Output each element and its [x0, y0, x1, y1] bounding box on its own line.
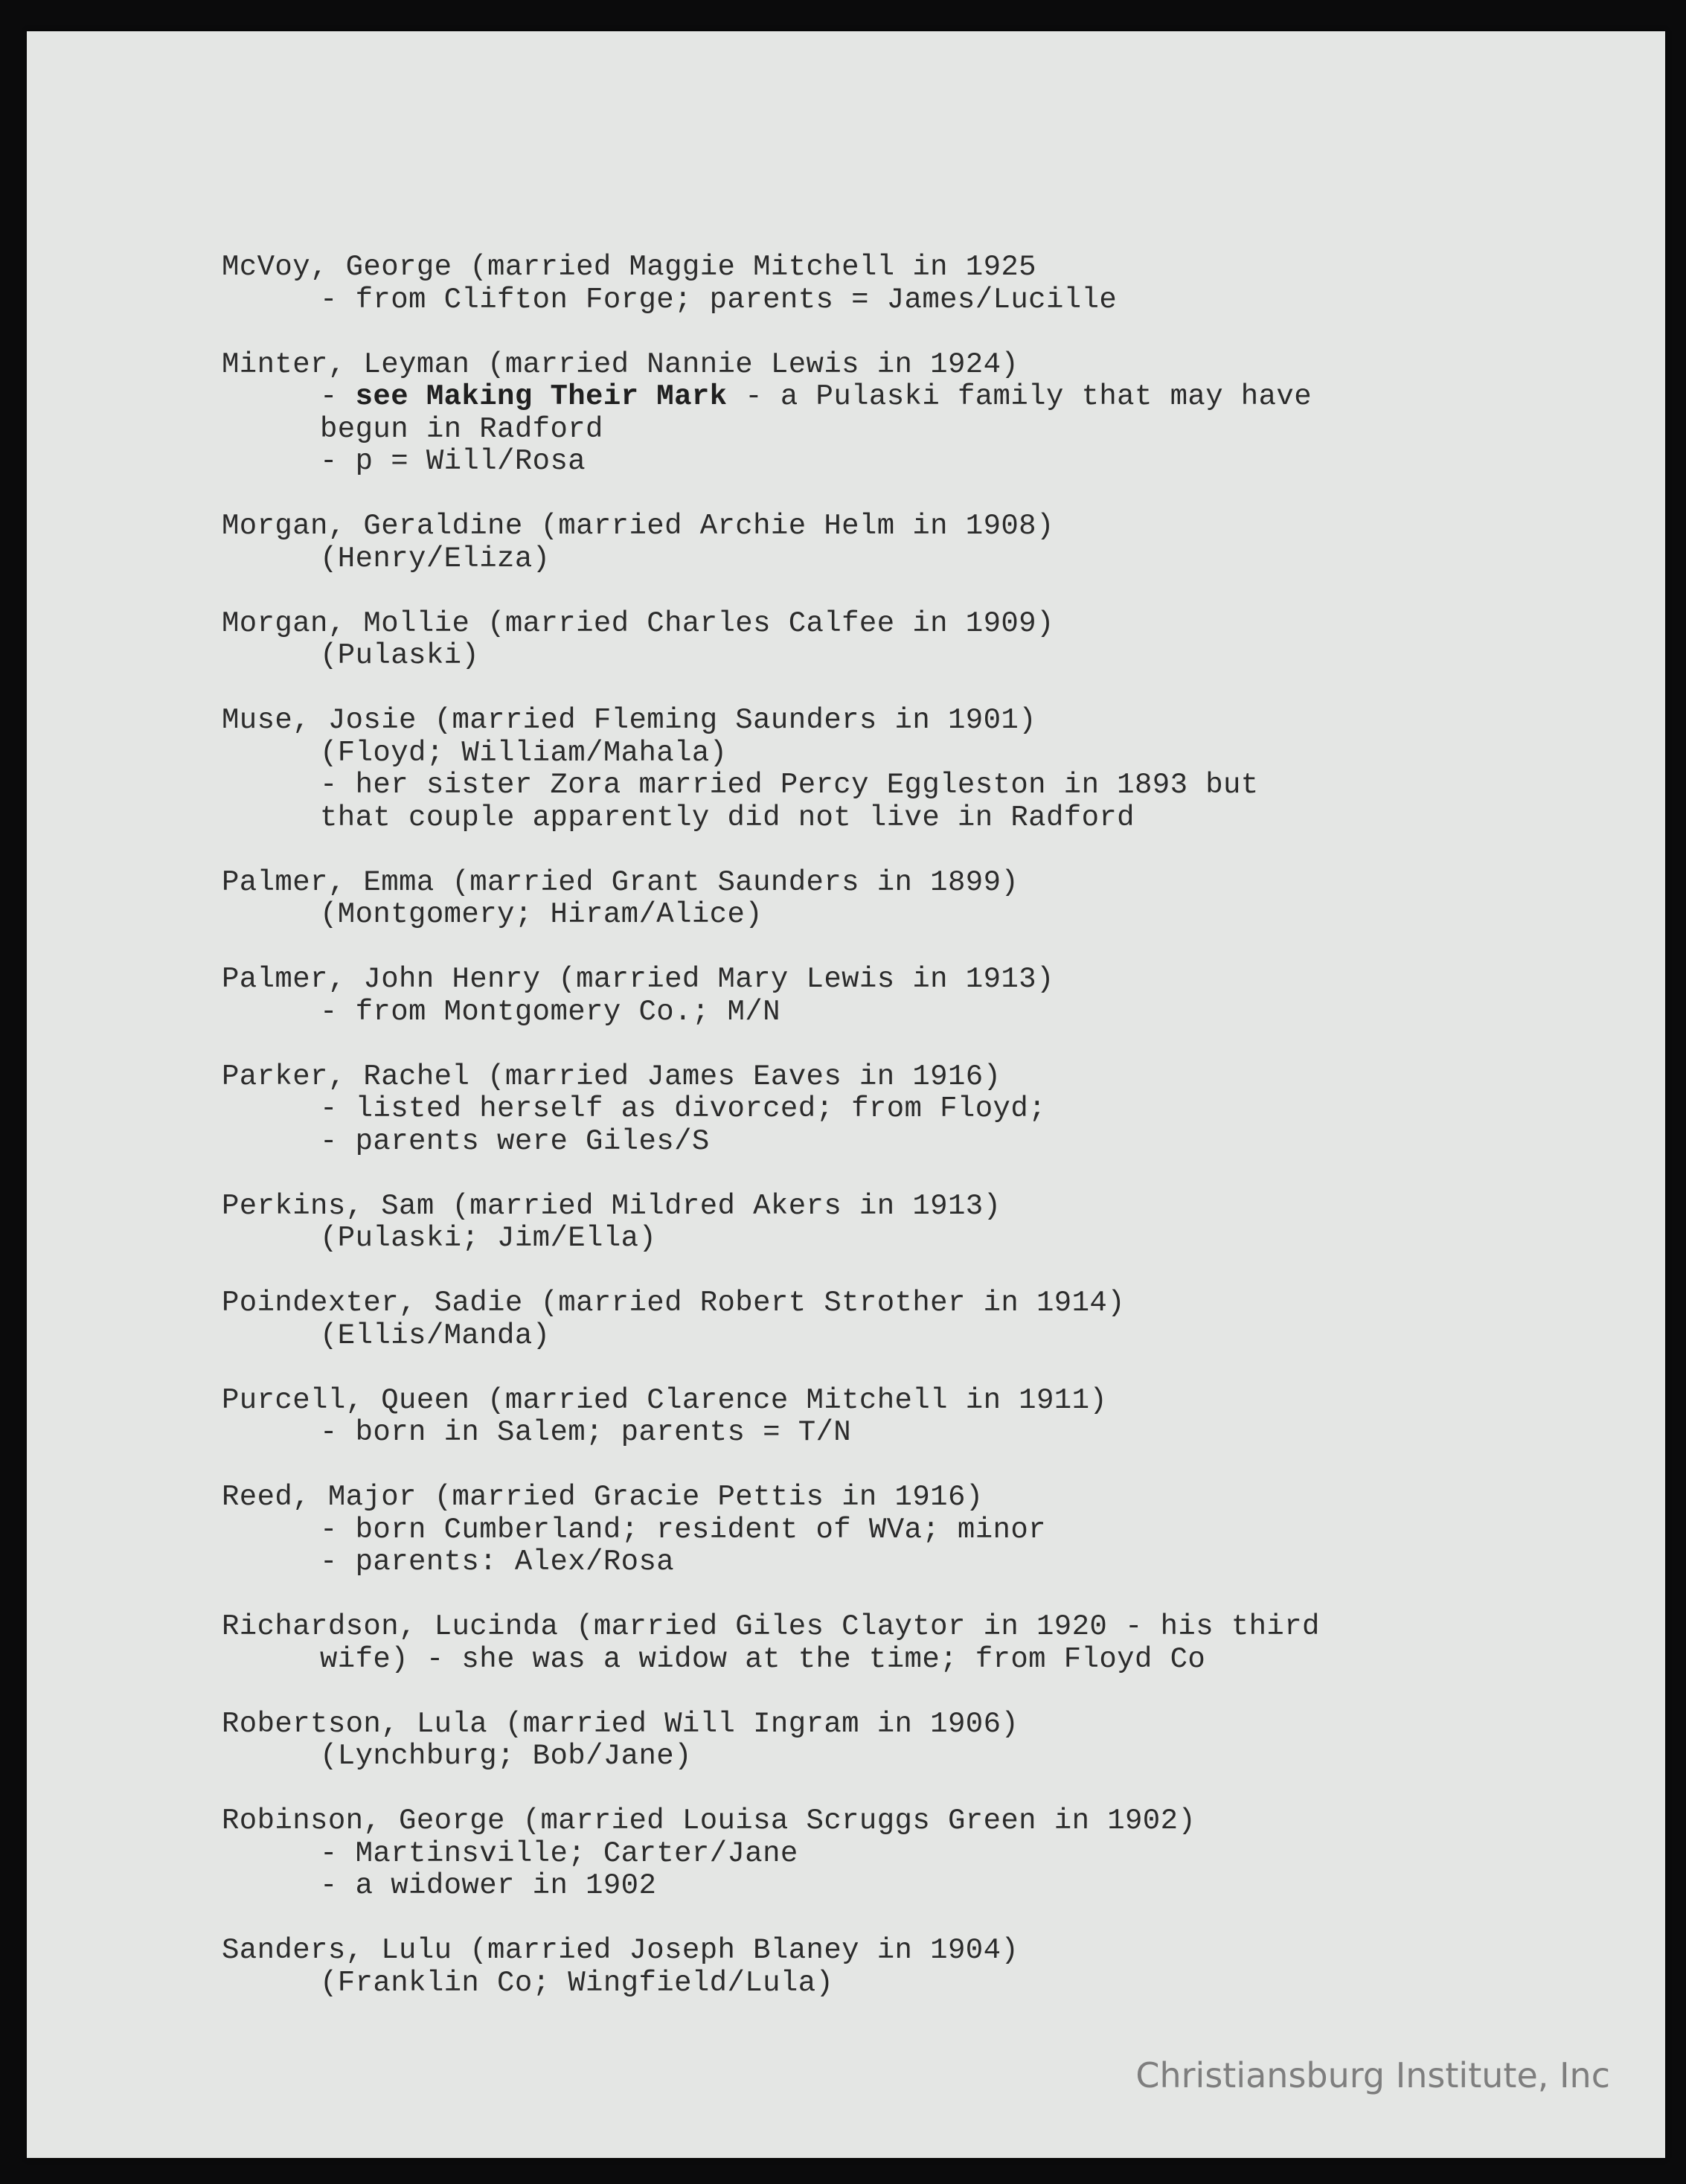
entry-robinson-george — [222, 1805, 1635, 1903]
entry-detail: - her sister Zora married Percy Eggleston in 1893 but — [320, 769, 1259, 801]
entry-heading: Perkins, Sam (married Mildred Akers in 1913) — [222, 1189, 1001, 1223]
entry-mcvoy-george — [222, 252, 1635, 316]
entry-detail: (Lynchburg; Bob/Jane) — [320, 1740, 692, 1773]
entry-detail: - born in Salem; parents = T/N — [320, 1416, 852, 1449]
entry-detail: - from Clifton Forge; parents = James/Lucille — [320, 283, 1118, 316]
entry-detail: wife) - she was a widow at the time; from Floyd Co — [320, 1642, 1206, 1676]
entry-detail: begun in Radford — [320, 412, 603, 446]
entry-detail: that couple apparently did not live in Radford — [320, 801, 1135, 834]
entry-heading: Palmer, Emma (married Grant Saunders in 1899) — [222, 865, 1019, 899]
entry-detail: - Martinsville; Carter/Jane — [320, 1836, 798, 1870]
entry-heading: Palmer, John Henry (married Mary Lewis in 1913) — [222, 963, 1054, 996]
paper-page — [27, 31, 1665, 2158]
entry-heading: Minter, Leyman (married Nannie Lewis in 1924) — [222, 348, 1019, 381]
entry-detail: (Floyd; William/Mahala) — [320, 736, 728, 769]
entry-heading: McVoy, George (married Maggie Mitchell in 1925 — [222, 251, 1036, 284]
entry-sanders-lulu — [222, 1935, 1635, 1999]
entry-detail: (Montgomery; Hiram/Alice) — [320, 898, 763, 931]
entry-detail: - born Cumberland; resident of WVa; minor — [320, 1513, 1046, 1546]
entry-detail: - a widower in 1902 — [320, 1869, 657, 1902]
entry-detail: - from Montgomery Co.; M/N — [320, 995, 781, 1028]
entry-detail: (Franklin Co; Wingfield/Lula) — [320, 1966, 834, 1999]
entry-parker-rachel — [222, 1061, 1635, 1159]
entry-detail: - parents: Alex/Rosa — [320, 1546, 675, 1578]
entry-heading: Sanders, Lulu (married Joseph Blaney in 1904) — [222, 1934, 1019, 1967]
entry-detail: - p = Will/Rosa — [320, 445, 586, 478]
entry-detail: (Pulaski; Jim/Ella) — [320, 1222, 657, 1255]
entry-detail: (Pulaski) — [320, 639, 480, 672]
entry-palmer-john-henry — [222, 964, 1635, 1028]
entry-detail-see-reference — [222, 381, 1635, 414]
entry-poindexter-sadie — [222, 1287, 1635, 1352]
see-suffix: - a Pulaski family that may have — [727, 380, 1312, 413]
entry-robertson-lula — [222, 1709, 1635, 1773]
entry-heading: Reed, Major (married Gracie Pettis in 1916) — [222, 1481, 984, 1514]
entry-palmer-emma — [222, 867, 1635, 932]
entry-heading: Poindexter, Sadie (married Robert Strother in 1914) — [222, 1287, 1125, 1319]
entry-morgan-geraldine — [222, 510, 1635, 575]
entry-richardson-lucinda — [222, 1611, 1635, 1676]
entry-purcell-queen — [222, 1385, 1635, 1450]
entry-list — [222, 252, 1635, 2032]
entry-heading: Morgan, Mollie (married Charles Calfee in 1909) — [222, 606, 1054, 640]
entry-heading: Robertson, Lula (married Will Ingram in 1906) — [222, 1707, 1019, 1741]
entry-detail: - listed herself as divorced; from Floyd; — [320, 1092, 1046, 1125]
entry-heading: Purcell, Queen (married Clarence Mitchell in 1911) — [222, 1383, 1108, 1417]
entry-detail: - parents were Giles/S — [320, 1124, 710, 1158]
entry-perkins-sam — [222, 1191, 1635, 1255]
entry-muse-josie — [222, 705, 1635, 834]
entry-heading: Richardson, Lucinda (married Giles Claytor in 1920 - his third — [222, 1610, 1320, 1643]
watermark: Christiansburg Institute, Inc — [1135, 2055, 1610, 2095]
entry-heading: Morgan, Geraldine (married Archie Helm in 1908) — [222, 510, 1054, 542]
entry-heading: Muse, Josie (married Fleming Saunders in 1901) — [222, 704, 1036, 737]
entry-minter-leyman — [222, 349, 1635, 478]
see-prefix: - — [320, 380, 356, 413]
entry-detail: (Henry/Eliza) — [320, 542, 551, 575]
see-reference-title: see Making Their Mark — [355, 380, 728, 413]
entry-reed-major — [222, 1482, 1635, 1579]
entry-heading: Robinson, George (married Louisa Scruggs Green in 1902) — [222, 1804, 1196, 1837]
entry-detail: (Ellis/Manda) — [320, 1319, 551, 1352]
entry-heading: Parker, Rachel (married James Eaves in 1916) — [222, 1060, 1001, 1093]
entry-morgan-mollie — [222, 608, 1635, 673]
